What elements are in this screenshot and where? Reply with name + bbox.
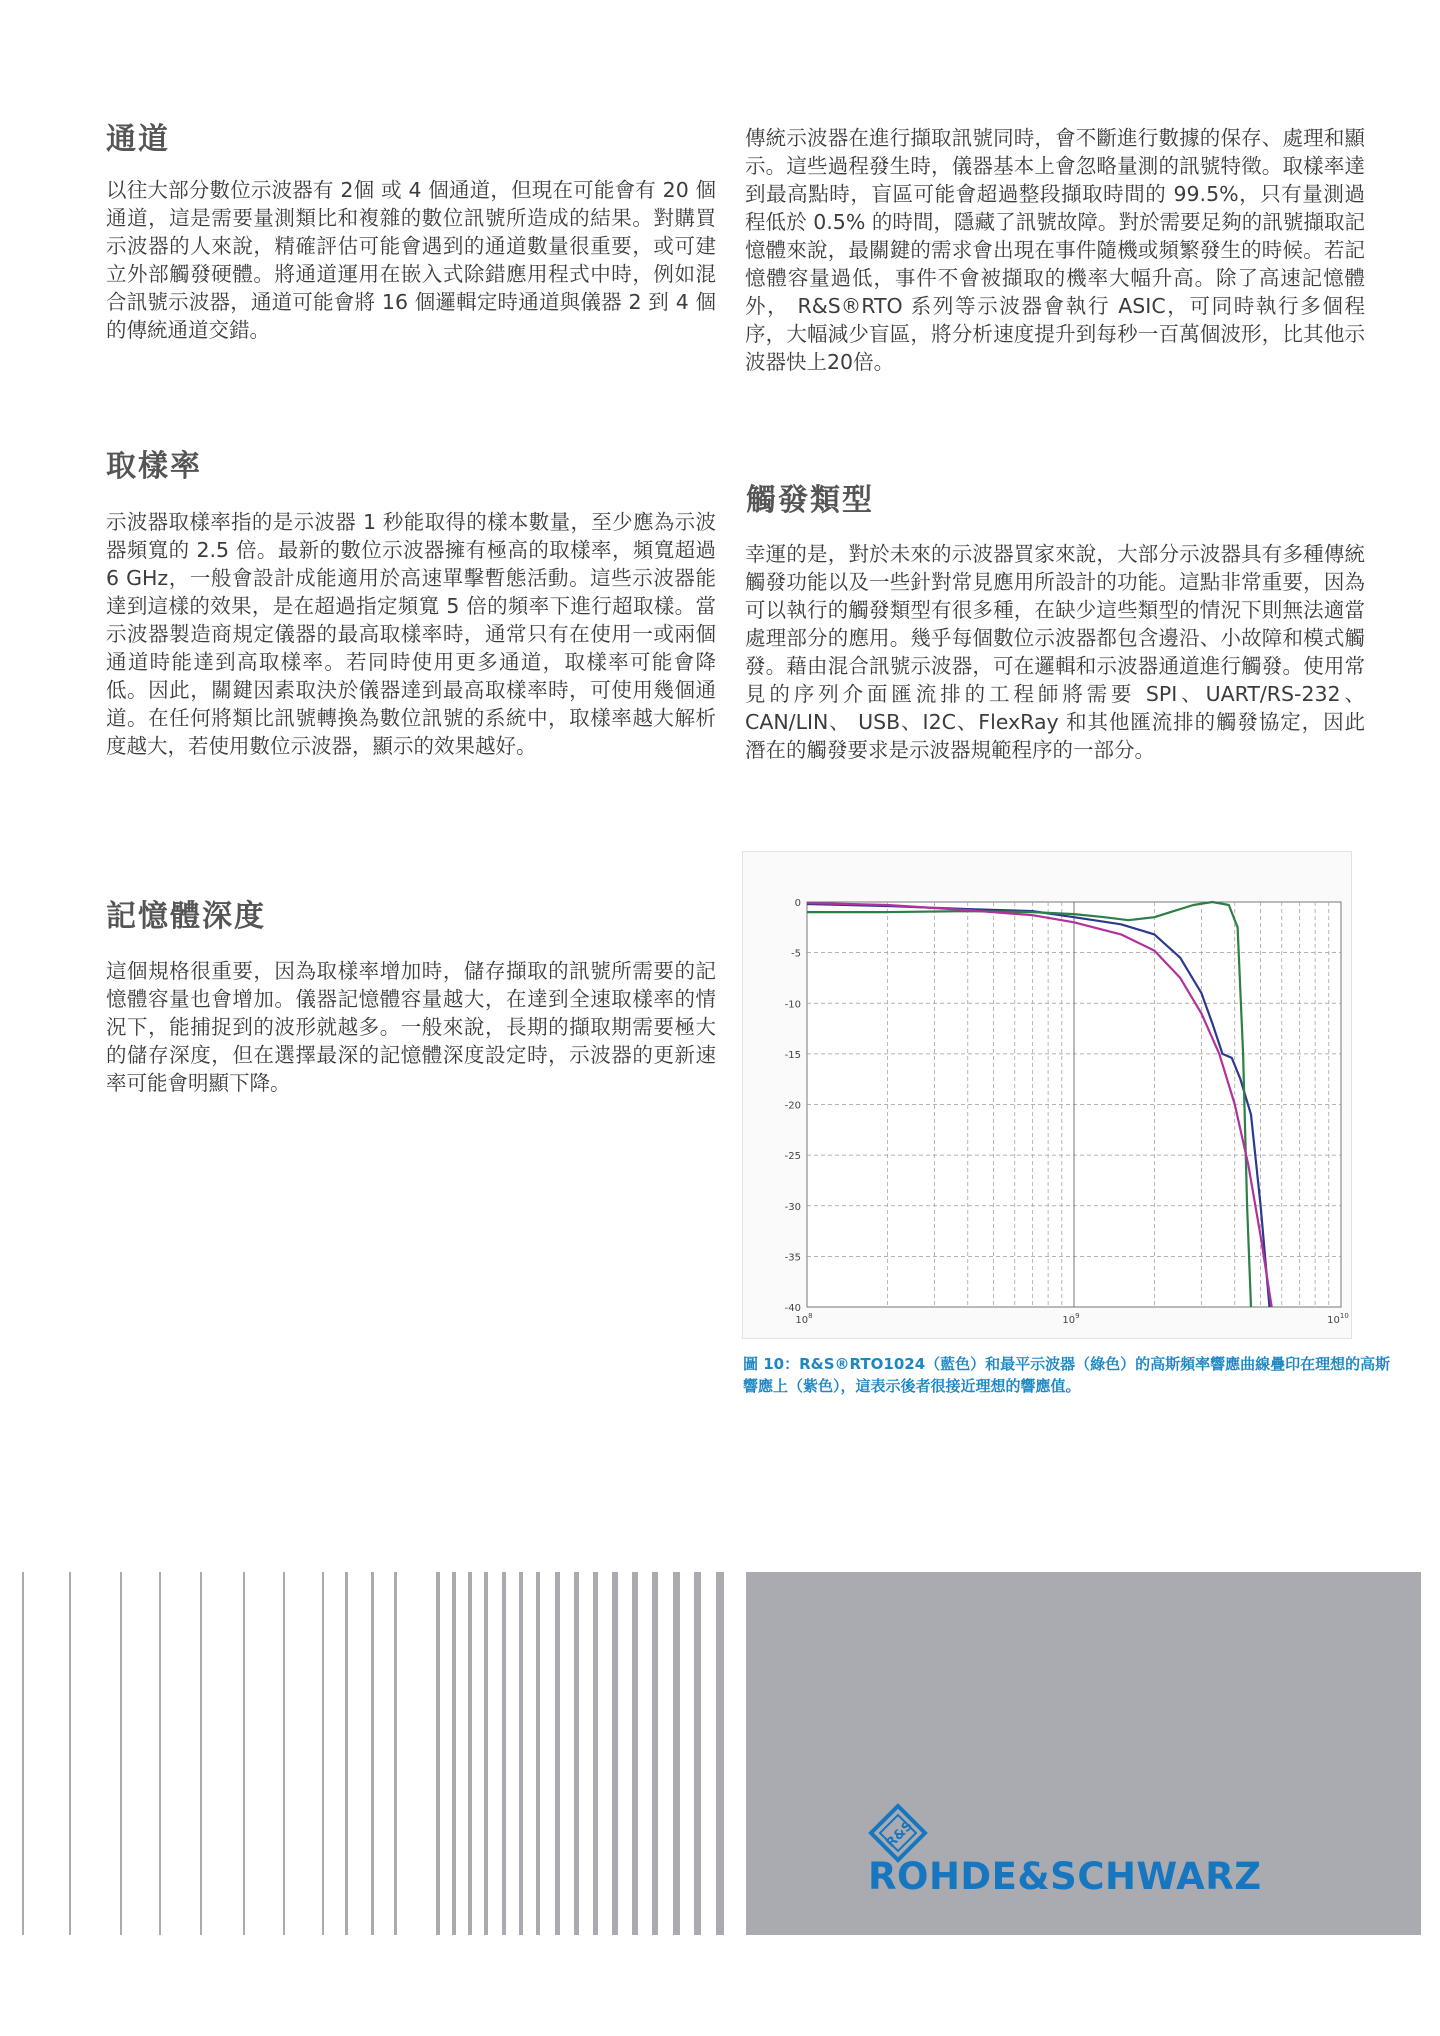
y-tick-label: -40 (784, 1303, 801, 1314)
section-title-memory-depth: 記憶體深度 (106, 899, 266, 934)
y-tick-label: -20 (784, 1100, 801, 1112)
x-tick-label: $10^9$ (1062, 1312, 1080, 1326)
paragraph-trigger-types: 幸運的是，對於未來的示波器買家來說，大部分示波器具有多種傳統觸發功能以及一些針對常見應用所設計的功能。這點非常重要，因為可以執行的觸發類型有很多種，在缺少這些類型的情況下則無法適當處理部分的應用。幾乎每個數位示波器都包含邊沿、小故障和模式觸發。藉由混合訊號示波器，可在邏輯和示波器通道進行觸發。使用常見的序列介面匯流排的工程師將需要 SPI、UART/RS-232、CAN/LIN、 USB、I2C、FlexRay 和其他匯流排的觸發協定，因此潛在的觸發要求是示波器規範程序的一部分。 (745, 542, 1365, 762)
rohde-schwarz-logo (868, 1803, 1308, 1903)
x-tick-label: $10^{10}$ (1327, 1312, 1349, 1326)
paragraph-sample-rate: 示波器取樣率指的是示波器 1 秒能取得的樣本數量，至少應為示波器頻寬的 2.5 倍。最新的數位示波器擁有極高的取樣率，頻寬超過 6 GHz，一般會設計成能適用於高速單擊暫態活動。這些示波器能達到這樣的效果，是在超過指定頻寬 5 倍的頻率下進行超取樣。當示波器製造商規定儀器的最高取樣率時，通常只有在使用一或兩個通道時能達到高取樣率。若同時使用更多通道，取樣率可能會降低。因此，關鍵因素取決於儀器達到最高取樣率時，可使用幾個通道。在任何將類比訊號轉換為數位訊號的系統中，取樣率越大解析度越大，若使用數位示波器，顯示的效果越好。 (106, 510, 716, 758)
y-tick-label: -15 (784, 1049, 801, 1061)
paragraph-memory-depth: 這個規格很重要，因為取樣率增加時，儲存擷取的訊號所需要的記憶體容量也會增加。儀器記憶體容量越大，在達到全速取樣率的情況下，能捕捉到的波形就越多。一般來說，長期的擷取期需要極大的儲存深度，但在選擇最深的記憶體深度設定時，示波器的更新速率可能會明顯下降。 (106, 959, 716, 1095)
paragraph-channels: 以往大部分數位示波器有 2個 或 4 個通道，但現在可能會有 20 個通道，這是需要量測類比和複雜的數位訊號所造成的結果。對購買示波器的人來說，精確評估可能會遇到的通道數量很重要，或可建立外部觸發硬體。將通道運用在嵌入式除錯應用程式中時，例如混合訊號示波器，通道可能會將 16 個邏輯定時通道與儀器 2 到 4 個的傳統通道交錯。 (106, 178, 716, 342)
y-tick-label: -25 (784, 1151, 801, 1163)
section-title-sample-rate: 取樣率 (106, 449, 202, 484)
chart-svg (743, 852, 1351, 1338)
frequency-response-chart (742, 851, 1352, 1339)
rs-symbol-text: R&S (883, 1818, 916, 1851)
y-tick-label: -35 (784, 1252, 801, 1264)
section-title-channels: 通道 (106, 122, 170, 157)
section-title-trigger-types: 觸發類型 (746, 483, 874, 518)
y-tick-label: -30 (784, 1201, 801, 1213)
y-tick-label: -10 (784, 999, 801, 1011)
x-tick-label: $10^8$ (795, 1312, 813, 1326)
logo-wordmark: ROHDE&SCHWARZ (868, 1855, 1262, 1898)
rs-diamond-icon (868, 1803, 928, 1863)
y-tick-label: -5 (791, 948, 801, 960)
figure-caption: 圖 10：R&S®RTO1024（藍色）和最平示波器（綠色）的高斯頻率響應曲線疊印在理想的高斯響應上（紫色），這表示後者很接近理想的響應值。 (743, 1355, 1391, 1395)
paragraph-acquisition: 傳統示波器在進行擷取訊號同時，會不斷進行數據的保存、處理和顯示。這些過程發生時，儀器基本上會忽略量測的訊號特徵。取樣率達到最高點時，盲區可能會超過整段擷取時間的 99.5%，只有量測過程低於 0.5% 的時間，隱藏了訊號故障。對於需要足夠的訊號擷取記憶體來說，最關鍵的需求會出現在事件隨機或頻繁發生的時候。若記憶體容量過低，事件不會被擷取的機率大幅升高。除了高速記憶體外， R&S®RTO 系列等示波器會執行 ASIC，可同時執行多個程序，大幅減少盲區，將分析速度提升到每秒一百萬個波形，比其他示波器快上20倍。 (745, 126, 1365, 374)
y-tick-label: 0 (794, 898, 801, 909)
